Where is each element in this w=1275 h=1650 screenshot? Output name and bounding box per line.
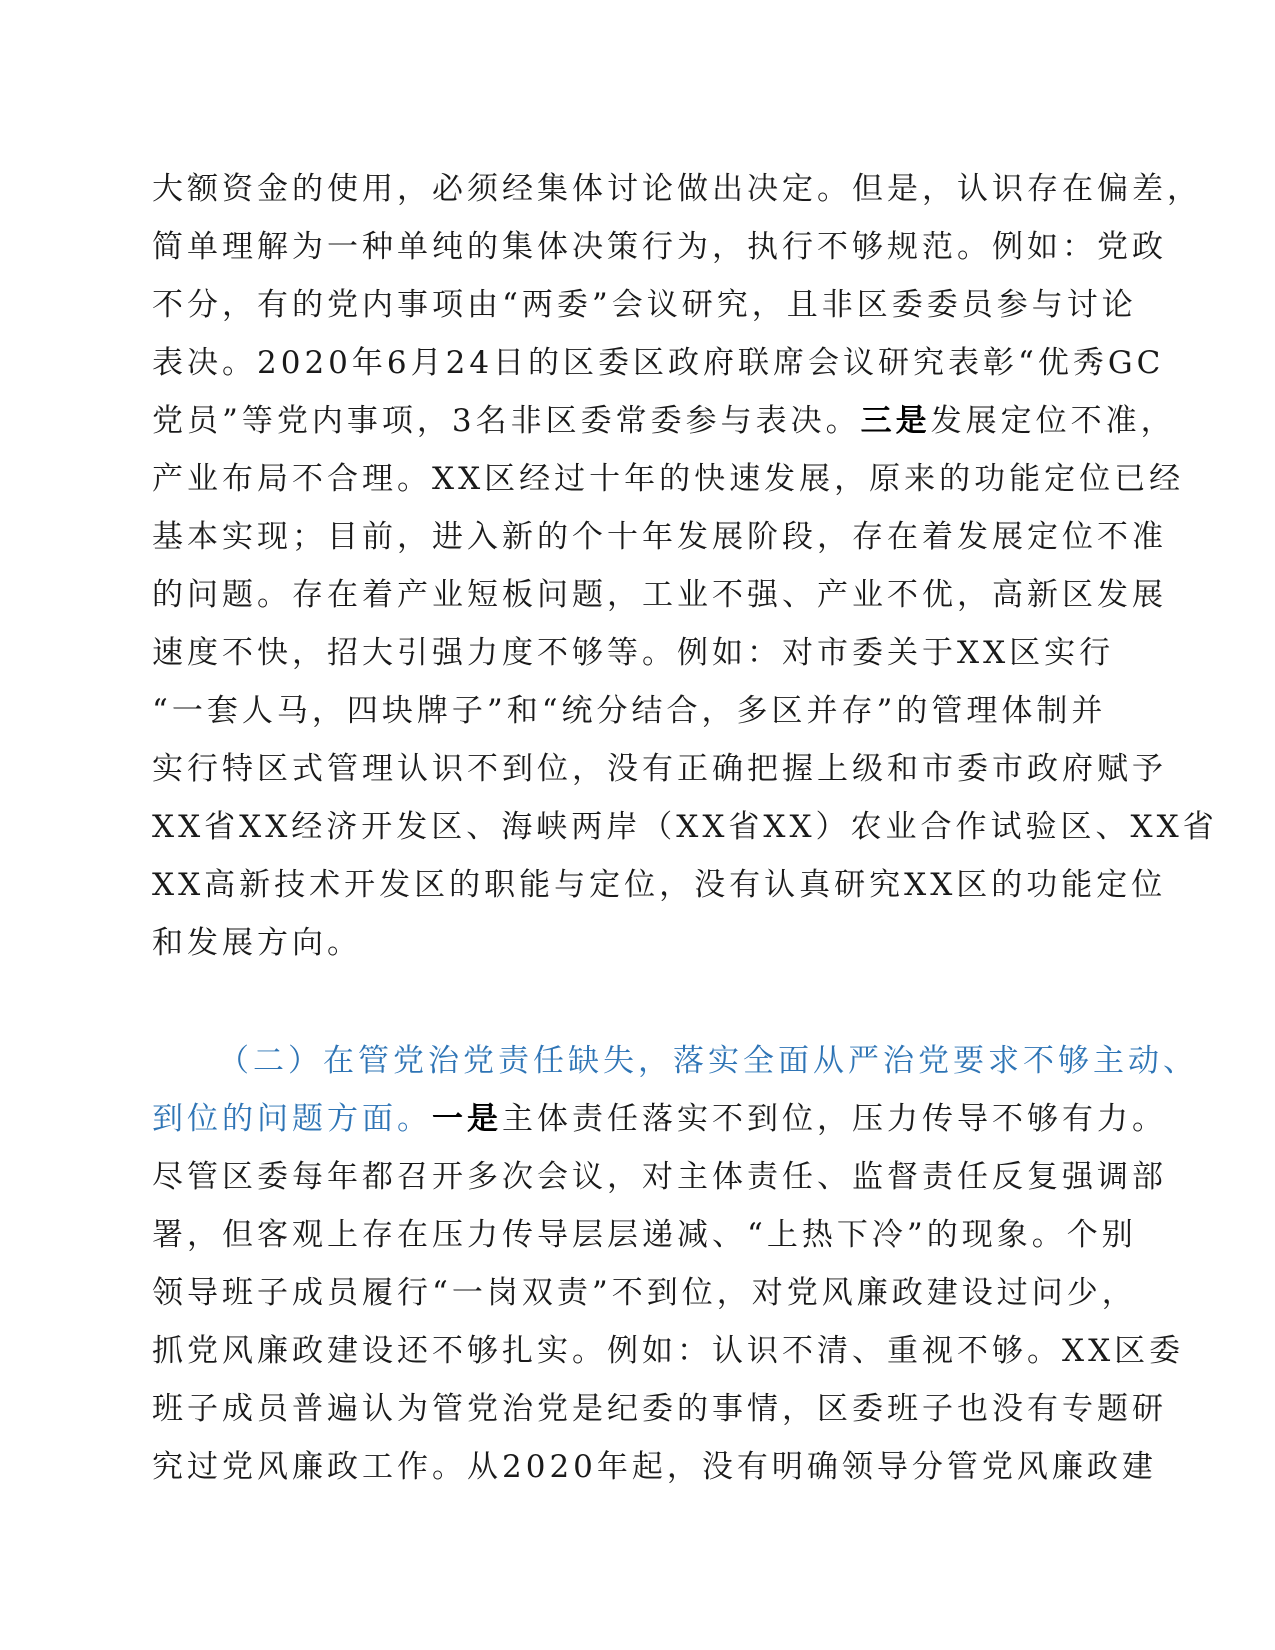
text-line — [152, 392, 1176, 450]
text-line: 领导班子成员履行“一岗双责”不到位，对党风廉政建设过问少， — [152, 1275, 1137, 1311]
point-marker-three: 三是 — [860, 403, 931, 439]
text-segment: 党员”等党内事项，3名非区委常委参与表决。 — [152, 403, 861, 439]
point-marker-one: 一是 — [432, 1101, 502, 1137]
text-line: 不分，有的党内事项由“两委”会议研究，且非区委委员参与讨论 — [152, 287, 1137, 323]
text-segment: 主体责任落实不到位，压力传导不够有力。 — [502, 1101, 1167, 1137]
text-line: “一套人马，四块牌子”和“统分结合，多区并存”的管理体制并 — [152, 693, 1107, 729]
paragraph-spacer — [152, 972, 1142, 1032]
section-heading-continued: 到位的问题方面。 — [152, 1101, 432, 1137]
paragraph-development-positioning — [152, 160, 1218, 972]
document-body — [152, 160, 1218, 1496]
text-line: 究过党风廉政工作。从2020年起，没有明确领导分管党风廉政建 — [152, 1449, 1157, 1485]
text-line: 班子成员普遍认为管党治党是纪委的事情，区委班子也没有专题研 — [152, 1391, 1167, 1427]
text-line: 尽管区委每年都召开多次会议，对主体责任、监督责任反复强调部 — [152, 1159, 1167, 1195]
text-segment: 发展定位不准， — [930, 403, 1176, 439]
text-line: 实行特区式管理认识不到位，没有正确把握上级和市委市政府赋予 — [152, 751, 1167, 787]
text-line — [152, 1090, 1167, 1148]
text-line: 基本实现；目前，进入新的个十年发展阶段，存在着发展定位不准 — [152, 519, 1167, 555]
text-line: 表决。2020年6月24日的区委区政府联席会议研究表彰“优秀GC — [152, 345, 1165, 381]
text-line: XX高新技术开发区的职能与定位，没有认真研究XX区的功能定位 — [152, 867, 1167, 903]
text-line: 署，但客观上存在压力传导层层递减、“上热下冷”的现象。个别 — [152, 1217, 1137, 1253]
text-line: 抓党风廉政建设还不够扎实。例如：认识不清、重视不够。XX区委 — [152, 1333, 1185, 1369]
paragraph-party-governance — [152, 1032, 1198, 1496]
text-line: 大额资金的使用，必须经集体讨论做出决定。但是，认识存在偏差， — [152, 171, 1202, 207]
text-line: 和发展方向。 — [152, 925, 362, 961]
text-line: 简单理解为一种单纯的集体决策行为，执行不够规范。例如：党政 — [152, 229, 1167, 265]
text-line: XX省XX经济开发区、海峡两岸（XX省XX）农业合作试验区、XX省 — [152, 809, 1218, 845]
text-line: 产业布局不合理。XX区经过十年的快速发展，原来的功能定位已经 — [152, 461, 1185, 497]
text-line: 的问题。存在着产业短板问题，工业不强、产业不优，高新区发展 — [152, 577, 1167, 613]
text-line: 速度不快，招大引强力度不够等。例如：对市委关于XX区实行 — [152, 635, 1115, 671]
section-heading: （二）在管党治党责任缺失，落实全面从严治党要求不够主动、 — [218, 1043, 1198, 1079]
